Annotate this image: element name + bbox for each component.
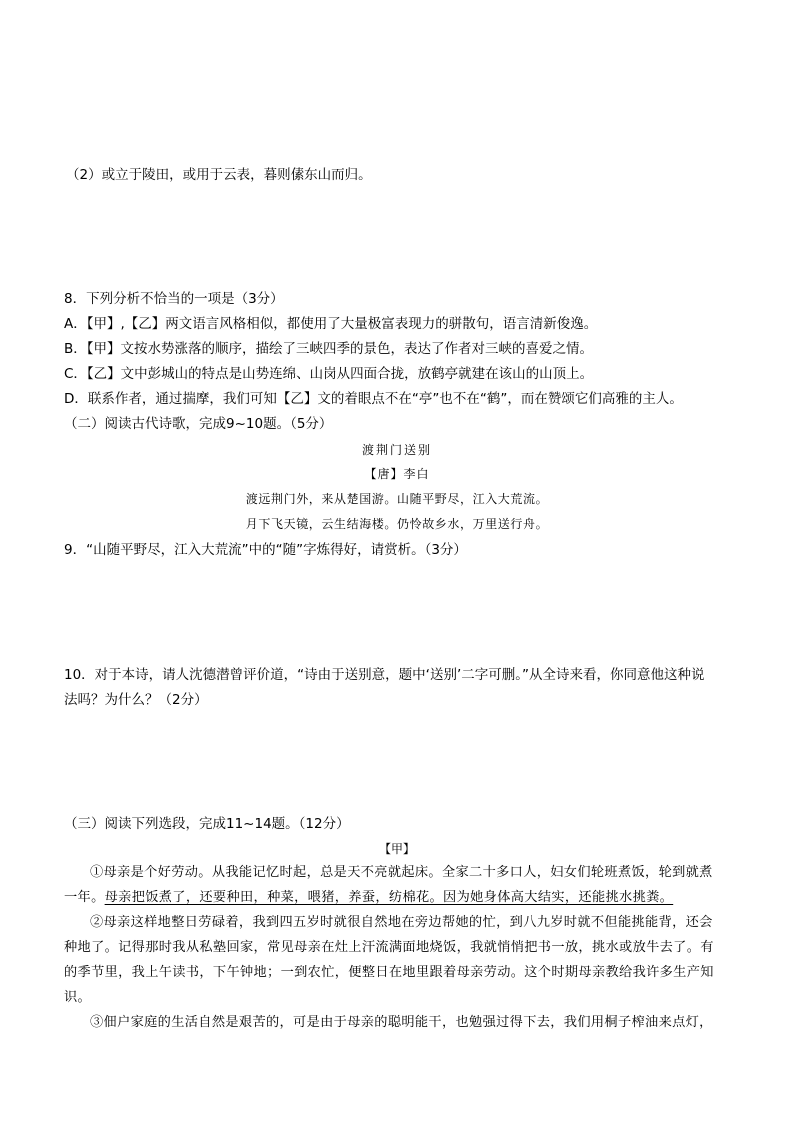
underlined-sentence: 母亲把饭煮了，还要种田，种菜，喂猪，养蚕，纺棉花。因为她身体高大结实，还能挑水挑粪。: [104, 890, 674, 905]
section2-heading: （二）阅读古代诗歌，完成9~10题。（5分）: [64, 416, 333, 432]
passage-p3-line-1: ③佃户家庭的生活自然是艰苦的，可是由于母亲的聪明能干，也勉强过得下去，我们用桐子榨油来点灯，: [90, 1015, 713, 1030]
q7-item-2: （2）或立于陵田，或用于云表，暮则傃东山而归。: [66, 167, 372, 183]
q8-option-c: C．【乙】文中彭城山的特点是山势连绵、山岗从四面合拢，放鹤亭就建在该山的山顶上。: [64, 366, 594, 382]
poem-title: 渡荆门送别: [361, 443, 432, 457]
q10-line-1: 10．对于本诗，请人沈德潜曾评价道，“诗由于送别意，题中‘送别’二字可删。”从全诗来看，你同意他这种说: [64, 667, 705, 683]
passage-p2-line-3: 的季节里，我上午读书，下午钟地；一到农忙，便整日在地里跟着母亲劳动。这个时期母亲教给我许多生产知: [64, 965, 714, 980]
poem-line-2: 月下飞天镜，云生结海楼。仍怜故乡水，万里送行舟。: [245, 517, 549, 531]
poem-author: 【唐】李白: [364, 467, 430, 481]
passage-p1-line-2-start: 一年。: [64, 890, 105, 905]
q9: 9．“山随平野尽，江入大荒流”中的“随”字炼得好，请赏析。（3分）: [64, 542, 467, 558]
passage-p1-line-1: ①母亲是个好劳动。从我能记忆时起，总是天不亮就起床。全家二十多口人，妇女们轮班煮饭，轮到就煮: [90, 865, 713, 880]
passage-p2-line-2: 种地了。记得那时我从私塾回家，常见母亲在灶上汗流满面地烧饭，我就悄悄把书一放，挑水或放牛去了。有: [64, 940, 714, 955]
passage-jia-label: 【甲】: [378, 842, 415, 856]
q8-option-a: A．【甲】,【乙】两文语言风格相似，都使用了大量极富表现力的骈散句，语言清新俊逸。: [64, 316, 598, 332]
poem-line-1: 渡远荆门外，来从楚国游。山随平野尽，江入大荒流。: [245, 492, 549, 506]
q10-line-2: 法吗？为什么？（2分）: [64, 692, 208, 708]
passage-p1-line-2: [64, 889, 673, 907]
passage-p2-line-1: ②母亲这样地整日劳碌着，我到四五岁时就很自然地在旁边帮她的忙，到八九岁时就不但能挑能背，还会: [90, 915, 713, 930]
section3-heading: （三）阅读下列选段，完成11~14题。（12分）: [64, 816, 350, 832]
passage-p2-line-4: 识。: [64, 990, 92, 1005]
q8-stem: 8．下列分析不恰当的一项是（3分）: [64, 291, 284, 307]
q8-option-d: D．联系作者，通过揣摩，我们可知【乙】文的着眼点不在“亭”也不在“鹤”，而在赞颂它们高雅的主人。: [64, 391, 683, 407]
q8-option-b: B．【甲】文按水势涨落的顺序，描绘了三峡四季的景色，表达了作者对三峡的喜爱之情。: [64, 341, 594, 357]
